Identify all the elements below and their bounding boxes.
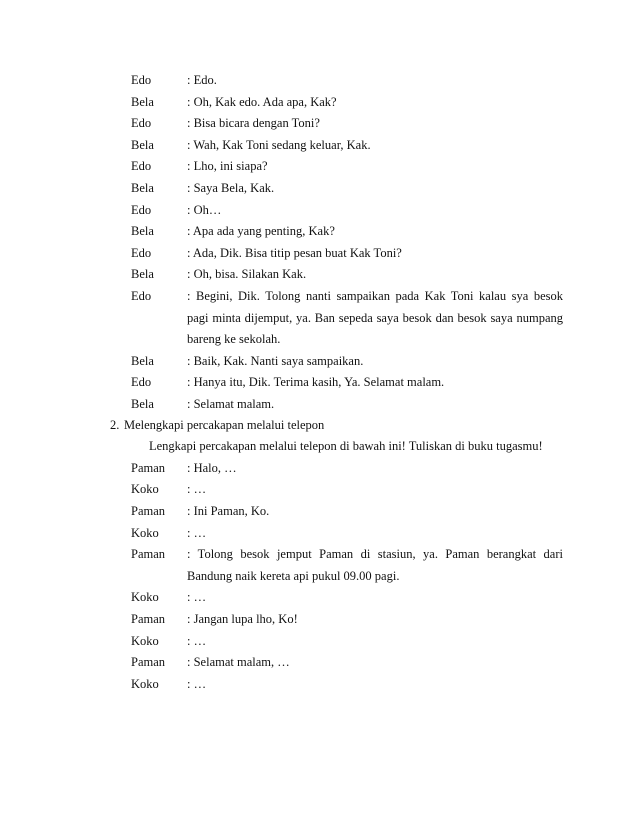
dialog-line [0, 478, 638, 500]
dialog-text: Bandung naik kereta api pukul 09.00 pagi. [187, 568, 400, 583]
dialog-text: : Ini Paman, Ko. [187, 504, 270, 518]
dialog-line [0, 177, 638, 199]
speaker-name: Bela [131, 94, 154, 109]
dialog-text: : Lho, ini siapa? [187, 159, 268, 174]
speaker-name: Edo [131, 202, 152, 217]
dialog-line [0, 91, 638, 113]
dialog-text: : Bisa bicara dengan Toni? [187, 116, 320, 131]
dialog-line [0, 673, 638, 695]
speaker-name: Paman [131, 547, 166, 562]
dialog-line [0, 608, 638, 630]
dialog-text: : Oh, Kak edo. Ada apa, Kak? [187, 94, 337, 109]
speaker-name: Edo [131, 73, 152, 87]
dialog-line [0, 307, 638, 329]
speaker-name: Edo [131, 375, 152, 390]
speaker-name: Bela [131, 267, 154, 282]
speaker-name: Paman [131, 460, 166, 475]
speaker-name: Bela [131, 397, 154, 411]
dialog-text: : Oh… [187, 202, 222, 217]
dialog-line [0, 543, 638, 565]
speaker-name: Paman [131, 655, 166, 670]
dialog-text: : Selamat malam. [187, 397, 275, 411]
dialog-line [0, 586, 638, 608]
speaker-name: Koko [131, 590, 159, 605]
speaker-name: Koko [131, 633, 159, 648]
dialog-text: : Hanya itu, Dik. Terima kasih, Ya. Selamat malam. [187, 375, 445, 390]
dialog-line [0, 522, 638, 544]
dialog-line [0, 651, 638, 673]
dialog-text: : Ada, Dik. Bisa titip pesan buat Kak Toni? [187, 245, 402, 260]
section-2-heading [0, 414, 638, 436]
dialog-text: : Baik, Kak. Nanti saya sampaikan. [187, 353, 364, 368]
speaker-name: Edo [131, 289, 152, 303]
speaker-name: Edo [131, 116, 152, 131]
speaker-name: Edo [131, 159, 152, 174]
dialog-line [0, 199, 638, 221]
dialog-text: : Selamat malam, … [187, 655, 290, 670]
dialog-text: pagi minta dijemput, ya. Ban sepeda saya besok dan besok saya numpang [187, 310, 563, 325]
dialog-text: bareng ke sekolah. [187, 332, 281, 347]
dialog-text: : Saya Bela, Kak. [187, 181, 275, 195]
dialog-line [0, 328, 638, 350]
dialog-line [0, 565, 638, 587]
dialog-line [0, 134, 638, 156]
dialog-line [0, 500, 638, 522]
dialog-text: : Halo, … [187, 460, 237, 475]
speaker-name: Koko [131, 676, 159, 691]
dialog-text: : Wah, Kak Toni sedang keluar, Kak. [187, 137, 371, 152]
speaker-name: Bela [131, 224, 154, 239]
speaker-name: Edo [131, 245, 152, 260]
speaker-name: Koko [131, 482, 159, 497]
section-title: Melengkapi percakapan melalui telepon [124, 417, 325, 432]
dialog-line [0, 263, 638, 285]
speaker-name: Bela [131, 137, 154, 152]
speaker-name: Bela [131, 181, 154, 195]
dialog-text: : … [187, 590, 207, 605]
section-number: 2. [110, 417, 120, 432]
dialog-line [0, 112, 638, 134]
dialog-line [0, 630, 638, 652]
dialog-text: : Tolong besok jemput Paman di stasiun, ya. Paman berangkat dari [187, 547, 563, 562]
speaker-name: Bela [131, 353, 154, 368]
speaker-name: Paman [131, 612, 166, 626]
dialog-line [0, 393, 638, 415]
dialog-text: : Oh, bisa. Silakan Kak. [187, 267, 307, 282]
dialog-text: : … [187, 525, 207, 540]
dialog-line [0, 285, 638, 307]
dialog-text: : … [187, 482, 207, 497]
dialog-line [0, 69, 638, 91]
dialog-text: : … [187, 676, 207, 691]
dialog-text: : Edo. [187, 73, 217, 87]
dialog-text: : Jangan lupa lho, Ko! [187, 612, 298, 626]
dialog-line [0, 457, 638, 479]
speaker-name: Paman [131, 504, 166, 518]
dialog-text: : Apa ada yang penting, Kak? [187, 224, 335, 239]
dialog-line [0, 220, 638, 242]
dialog-line [0, 155, 638, 177]
dialog-line [0, 242, 638, 264]
dialog-text: : Begini, Dik. Tolong nanti sampaikan pada Kak Toni kalau sya besok [187, 289, 563, 303]
dialog-text: : … [187, 633, 207, 648]
section-2-instruction [0, 435, 638, 457]
dialog-line [0, 350, 638, 372]
speaker-name: Koko [131, 525, 159, 540]
instruction-text: Lengkapi percakapan melalui telepon di bawah ini! Tuliskan di buku tugasmu! [149, 439, 543, 454]
dialog-line [0, 371, 638, 393]
